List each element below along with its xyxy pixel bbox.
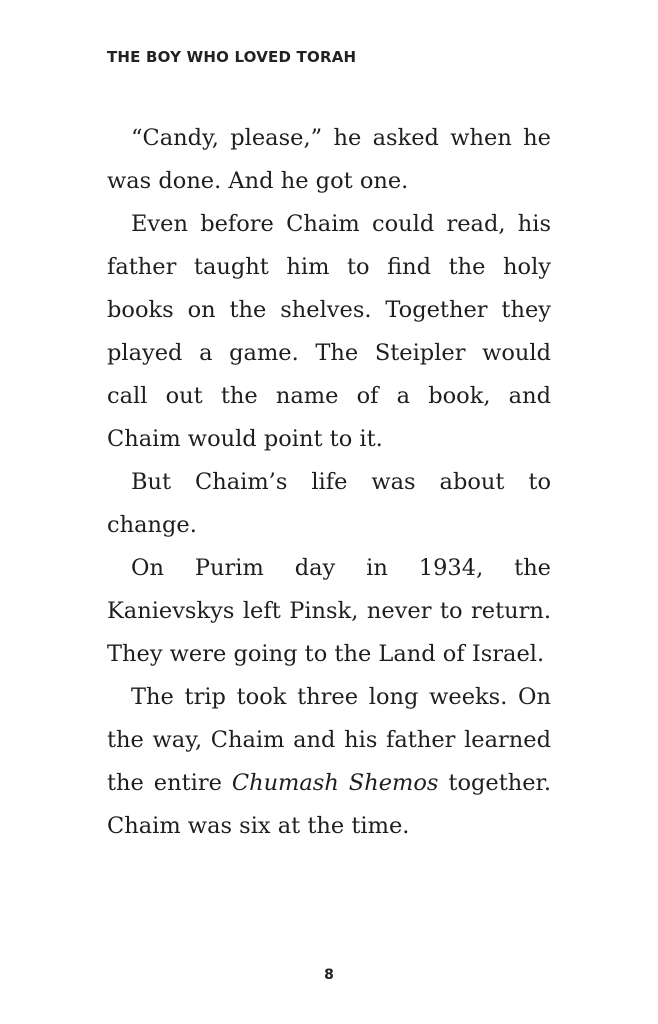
paragraph-purim-1934: On Purim day in 1934, the Kanievskys left Pinsk, never to return. They were going to the Land of Israel. [107, 555, 551, 667]
trip-text-before: The trip took three long weeks. On the way, Chaim and his father learned the entire [107, 684, 551, 796]
body-text [107, 117, 551, 848]
paragraph-trip [107, 676, 551, 848]
running-head: THE BOY WHO LOVED TORAH [107, 48, 357, 66]
paragraph-holy-books: Even before Chaim could read, his father taught him to find the holy books on the shelves. Together they played a game. The Steipler would call out the name of a book, and Chaim would point to it. [107, 211, 551, 452]
paragraph-life-change: But Chaim’s life was about to change. [107, 469, 551, 538]
trip-text-after: together. Chaim was six at the time. [107, 770, 551, 839]
book-title-italic: Chumash Shemos [231, 770, 439, 796]
page-number: 8 [324, 967, 334, 983]
paragraph-candy: “Candy, please,” he asked when he was done. And he got one. [107, 125, 551, 194]
